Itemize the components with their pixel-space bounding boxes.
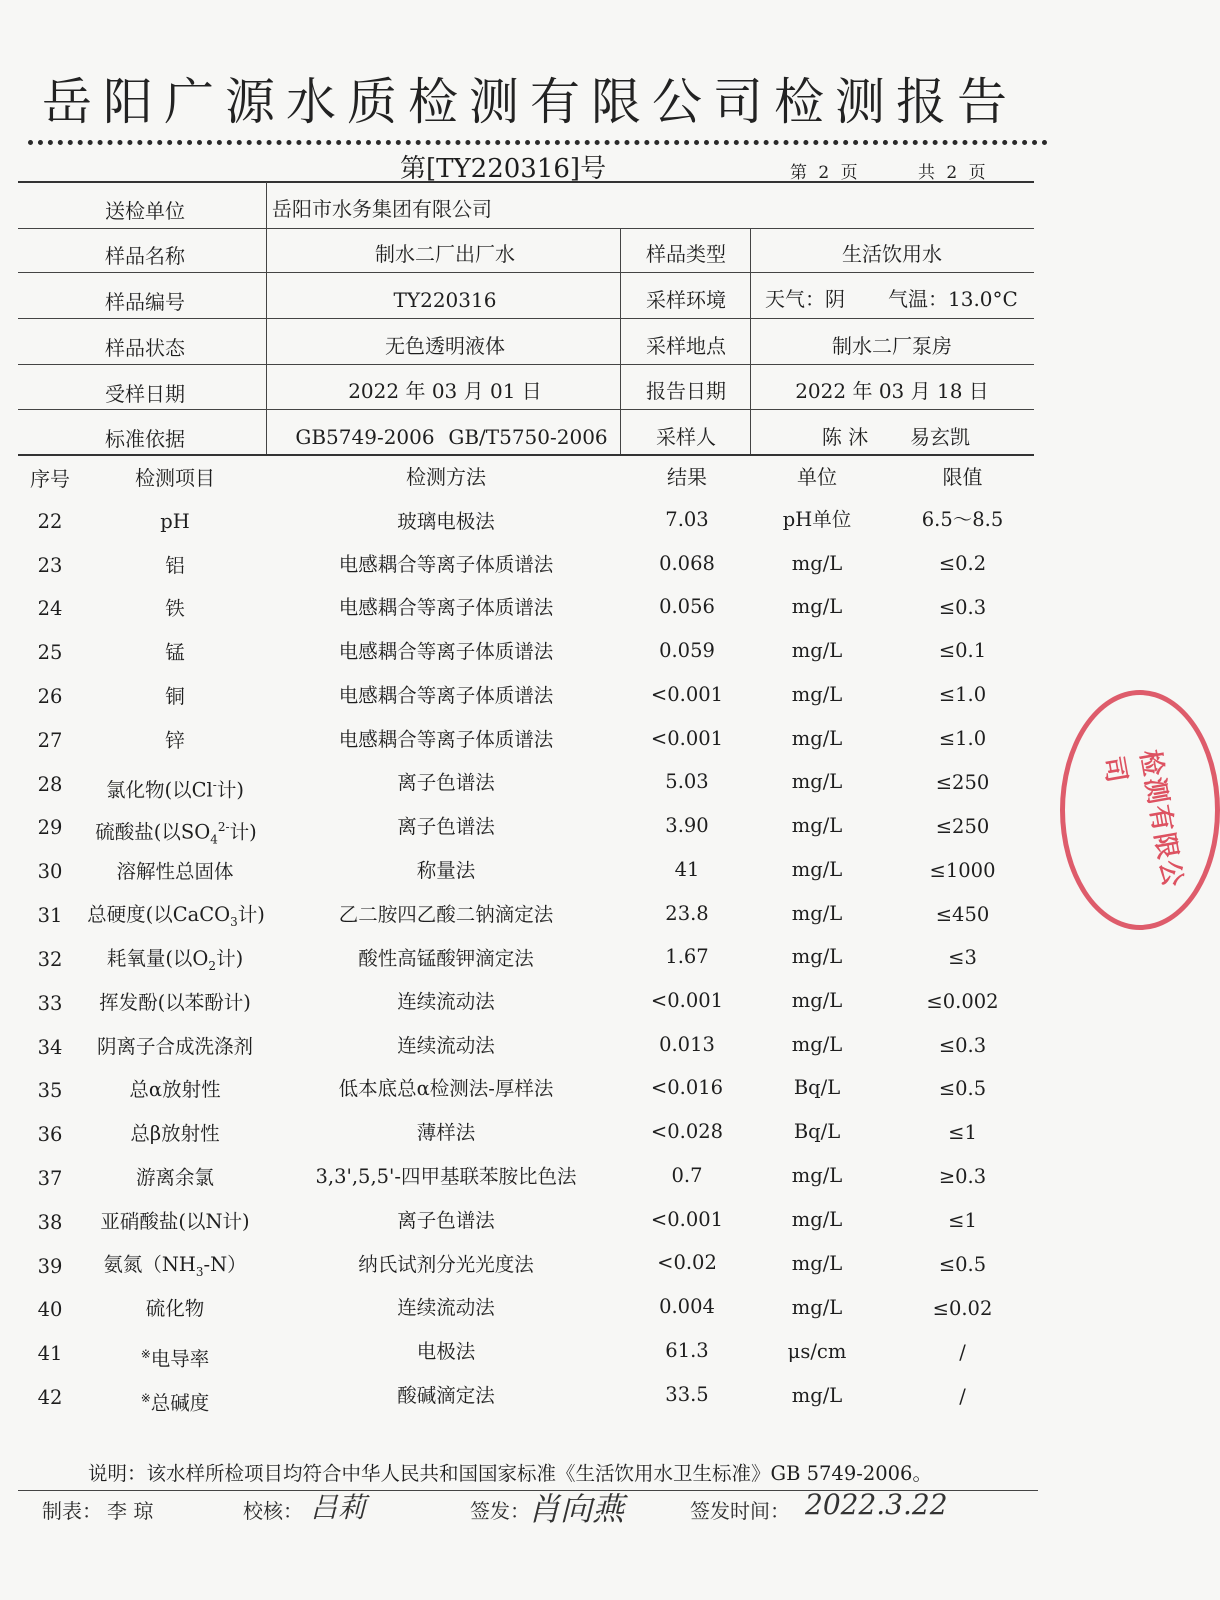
- info-col-divider: [266, 182, 267, 454]
- row-unit: Bq/L: [793, 1120, 841, 1143]
- row-item-mark: ※: [140, 1391, 151, 1405]
- row-no: 34: [37, 1036, 63, 1059]
- compliance-note: 说明：该水样所检项目均符合中华人民共和国国家标准《生活饮用水卫生标准》GB 5749-2006。: [88, 1462, 932, 1485]
- row-method: 酸碱滴定法: [397, 1384, 495, 1407]
- row-method: 乙二胺四乙酸二钠滴定法: [338, 903, 554, 926]
- row-no: 38: [37, 1211, 63, 1234]
- sample-no-value: TY220316: [393, 288, 497, 312]
- row-item-sub: 3: [230, 914, 238, 929]
- row-result: 0.059: [659, 639, 715, 662]
- location-label: 采样地点: [646, 334, 726, 358]
- row-item: pH: [160, 510, 190, 533]
- recv-date-value: 2022 年 03 月 01 日: [348, 379, 542, 403]
- row-no: 33: [37, 992, 63, 1015]
- sample-no-label: 样品编号: [105, 290, 185, 314]
- prepared-label: 制表：: [42, 1499, 102, 1523]
- row-method: 电感耦合等离子体质谱法: [338, 596, 554, 619]
- row-item-post: 计): [237, 903, 265, 926]
- page-total: 共 2 页: [918, 163, 989, 183]
- checked-signature: 吕莉: [310, 1491, 367, 1524]
- issued-label: 签发：: [470, 1499, 530, 1523]
- row-item: 总β放射性: [130, 1122, 220, 1145]
- row-method: 电感耦合等离子体质谱法: [338, 728, 554, 751]
- row-no: 36: [37, 1123, 63, 1146]
- sampler-label: 采样人: [656, 425, 716, 449]
- row-item: 锌: [165, 729, 185, 752]
- sample-type-value: 生活饮用水: [842, 242, 942, 266]
- row-no: 35: [37, 1079, 63, 1102]
- weather-value: 天气：阴: [765, 287, 845, 311]
- row-item: 铁: [165, 597, 185, 620]
- row-item-post: 计): [216, 947, 244, 970]
- row-unit: mg/L: [791, 1296, 843, 1319]
- state-label: 样品状态: [105, 336, 185, 360]
- row-item-sub: 4: [210, 832, 218, 847]
- location-value: 制水二厂泵房: [832, 334, 952, 358]
- row-no: 42: [37, 1386, 63, 1409]
- row-method: 纳氏试剂分光光度法: [358, 1253, 534, 1276]
- row-item-post: 总碱度: [150, 1391, 210, 1415]
- row-no: 23: [37, 554, 63, 577]
- row-result: 7.03: [665, 508, 709, 531]
- checked-label: 校核：: [243, 1499, 303, 1523]
- temperature-value: 气温：13.0°C: [888, 287, 1018, 311]
- row-item-post: 计): [229, 820, 257, 844]
- row-result: 0.056: [659, 595, 715, 618]
- row-unit: pH单位: [782, 508, 852, 531]
- seal-text: 检测有限公司: [1097, 747, 1188, 891]
- row-result: <0.02: [657, 1251, 717, 1274]
- row-limit: ≤0.5: [938, 1077, 987, 1100]
- row-unit: mg/L: [791, 1384, 843, 1407]
- row-unit: mg/L: [791, 727, 843, 750]
- report-number-value: [TY220316]: [426, 154, 581, 184]
- report-number-prefix: 第: [400, 154, 427, 184]
- row-unit: mg/L: [791, 683, 843, 706]
- company-seal: [1060, 690, 1220, 930]
- row-item: 挥发酚(以苯酚计): [99, 991, 251, 1014]
- row-item-post: 计): [216, 778, 244, 802]
- row-no: 30: [37, 860, 63, 883]
- row-limit: ≤0.5: [938, 1253, 987, 1276]
- col-header-limit: 限值: [942, 465, 983, 489]
- report-title: 岳阳广源水质检测有限公司检测报告: [42, 73, 1018, 131]
- row-limit: ≤0.02: [932, 1297, 993, 1320]
- row-unit: mg/L: [791, 814, 843, 837]
- row-method: 玻璃电极法: [397, 510, 495, 533]
- row-limit: ≤250: [935, 815, 990, 838]
- row-limit: ≥0.3: [938, 1165, 987, 1188]
- row-item: [80, 1332, 270, 1376]
- state-value: 无色透明液体: [385, 334, 505, 358]
- row-method: 称量法: [416, 859, 476, 882]
- row-no: 39: [37, 1255, 63, 1278]
- prepared-by: 李 琼: [107, 1499, 154, 1523]
- row-result: <0.001: [650, 989, 724, 1012]
- row-method: 离子色谱法: [397, 771, 495, 794]
- row-item-pre: 总硬度(以CaCO: [87, 903, 231, 926]
- col-header-unit: 单位: [797, 465, 837, 489]
- row-method: 电感耦合等离子体质谱法: [338, 640, 554, 663]
- row-limit: ≤0.3: [938, 596, 987, 619]
- report-number: [400, 148, 606, 185]
- standard-label: 标准依据: [105, 427, 185, 451]
- col-header-no: 序号: [30, 467, 70, 491]
- row-item-pre: 硫酸盐(以SO: [95, 820, 211, 844]
- row-method: 离子色谱法: [397, 1209, 495, 1232]
- row-limit: ≤1: [948, 1209, 977, 1232]
- row-result: <0.001: [650, 683, 724, 706]
- row-item: 亚硝酸盐(以N计): [100, 1210, 250, 1233]
- row-item: [78, 805, 274, 849]
- row-result: 5.03: [665, 770, 709, 793]
- row-limit: 6.5～8.5: [921, 508, 1004, 531]
- row-item: [80, 1243, 270, 1287]
- row-unit: mg/L: [791, 902, 843, 925]
- issue-time: 2022.3.22: [805, 1488, 948, 1521]
- row-limit: ≤1000: [929, 859, 996, 882]
- row-limit: /: [959, 1385, 966, 1408]
- sample-type-label: 样品类型: [646, 242, 726, 266]
- row-method: 离子色谱法: [397, 815, 495, 838]
- row-item: [80, 763, 270, 807]
- row-method: 连续流动法: [397, 990, 495, 1013]
- row-method: 连续流动法: [397, 1034, 495, 1057]
- row-limit: ≤1.0: [938, 727, 987, 750]
- row-no: 32: [37, 948, 63, 971]
- row-method: 3,3',5,5'-四甲基联苯胺比色法: [315, 1165, 577, 1188]
- row-no: 31: [37, 904, 63, 927]
- row-item: 游离余氯: [135, 1166, 214, 1189]
- row-result: <0.001: [650, 727, 724, 750]
- report-number-suffix: 号: [580, 154, 607, 184]
- client-label: 送检单位: [105, 199, 185, 223]
- row-result: 0.013: [659, 1033, 715, 1056]
- row-item: 锰: [165, 641, 185, 664]
- row-item: 硫化物: [145, 1297, 205, 1320]
- row-unit: mg/L: [791, 595, 843, 618]
- row-unit: mg/L: [791, 1252, 843, 1275]
- row-item: [80, 937, 270, 981]
- row-limit: ≤450: [935, 903, 990, 926]
- row-unit: mg/L: [791, 639, 843, 662]
- row-unit: Bq/L: [793, 1076, 841, 1099]
- row-method: 电感耦合等离子体质谱法: [338, 684, 554, 707]
- row-limit: ≤250: [935, 771, 990, 794]
- col-header-result: 结果: [667, 465, 707, 489]
- row-item: 铜: [165, 685, 185, 708]
- row-item-pre: 氨氮（NH: [103, 1253, 196, 1276]
- row-no: 28: [37, 773, 63, 796]
- row-item: 总α放射性: [129, 1078, 221, 1101]
- row-limit: /: [959, 1341, 966, 1364]
- row-item: [78, 893, 274, 937]
- row-item: [80, 1376, 270, 1420]
- row-limit: ≤3: [948, 946, 977, 969]
- row-limit: ≤0.2: [938, 552, 987, 575]
- row-result: 0.068: [659, 552, 715, 575]
- col-header-item: 检测项目: [135, 466, 215, 490]
- row-limit: ≤1: [948, 1121, 977, 1144]
- client-value: 岳阳市水务集团有限公司: [272, 197, 492, 221]
- row-unit: mg/L: [791, 1208, 843, 1231]
- row-method: 酸性高锰酸钾滴定法: [358, 947, 534, 970]
- title-dotted-rule: [28, 140, 1048, 145]
- report-date-label: 报告日期: [646, 379, 726, 403]
- row-method: 连续流动法: [397, 1296, 495, 1319]
- row-item-sup: 2-: [217, 820, 230, 834]
- col-header-method: 检测方法: [406, 465, 486, 489]
- row-no: 41: [37, 1342, 63, 1365]
- page-current: 第 2 页: [790, 163, 861, 183]
- row-item-mark: ※: [140, 1347, 151, 1361]
- row-result: 33.5: [665, 1383, 709, 1406]
- row-no: 29: [37, 816, 63, 839]
- row-method: 薄样法: [416, 1121, 476, 1144]
- row-item-post: -N）: [203, 1253, 247, 1276]
- row-no: 27: [37, 729, 63, 752]
- row-item-sup: -: [212, 778, 217, 792]
- row-method: 电感耦合等离子体质谱法: [338, 553, 554, 576]
- row-method: 电极法: [416, 1340, 476, 1363]
- row-unit: μs/cm: [787, 1340, 847, 1363]
- row-item-sub: 3: [195, 1264, 204, 1279]
- row-item-pre: 耗氧量(以O: [106, 947, 209, 970]
- row-unit: mg/L: [791, 552, 843, 575]
- row-unit: mg/L: [791, 858, 843, 881]
- row-limit: ≤0.002: [926, 990, 999, 1013]
- standard-1: GB5749-2006: [295, 425, 435, 449]
- row-item: 溶解性总固体: [116, 860, 234, 883]
- row-method: 低本底总α检测法-厚样法: [338, 1077, 554, 1100]
- recv-date-label: 受样日期: [105, 382, 185, 406]
- row-result: 0.004: [659, 1295, 715, 1318]
- row-no: 25: [37, 641, 63, 664]
- row-limit: ≤0.1: [938, 639, 987, 662]
- row-result: 0.7: [671, 1164, 703, 1187]
- row-item: 阴离子合成洗涤剂: [96, 1035, 253, 1058]
- sample-name-label: 样品名称: [105, 244, 185, 268]
- row-limit: ≤0.3: [938, 1034, 987, 1057]
- row-item-post: 电导率: [150, 1347, 210, 1371]
- row-result: <0.016: [650, 1076, 724, 1099]
- info-col-divider: [620, 228, 621, 454]
- info-top-rule: [18, 181, 1034, 183]
- row-no: 26: [37, 685, 63, 708]
- row-result: 3.90: [665, 814, 709, 837]
- row-no: 24: [37, 597, 63, 620]
- row-item-pre: 氯化物(以Cl: [106, 778, 213, 802]
- row-result: 61.3: [665, 1339, 709, 1362]
- row-unit: mg/L: [791, 945, 843, 968]
- row-result: 23.8: [665, 902, 709, 925]
- row-result: 1.67: [665, 945, 709, 968]
- row-unit: mg/L: [791, 989, 843, 1012]
- issued-signature: 肖向燕: [528, 1490, 625, 1528]
- info-col-divider: [750, 228, 751, 454]
- row-result: <0.001: [650, 1208, 724, 1231]
- row-item: 铝: [165, 554, 185, 577]
- row-result: 41: [674, 858, 700, 881]
- env-label: 采样环境: [646, 288, 726, 312]
- row-unit: mg/L: [791, 1033, 843, 1056]
- row-item-sub: 2: [208, 958, 217, 973]
- row-no: 40: [37, 1298, 63, 1321]
- row-limit: ≤1.0: [938, 683, 987, 706]
- row-unit: mg/L: [791, 770, 843, 793]
- sample-name-value: 制水二厂出厂水: [375, 242, 515, 266]
- sampler-1: 陈 沐: [821, 425, 869, 449]
- sampler-2: 易玄凯: [910, 425, 970, 449]
- row-no: 37: [37, 1167, 63, 1190]
- row-unit: mg/L: [791, 1164, 843, 1187]
- standard-2: GB/T5750-2006: [448, 425, 608, 449]
- row-result: <0.028: [650, 1120, 724, 1143]
- issue-time-label: 签发时间：: [690, 1499, 790, 1523]
- report-date-value: 2022 年 03 月 18 日: [795, 379, 989, 403]
- row-no: 22: [37, 510, 63, 533]
